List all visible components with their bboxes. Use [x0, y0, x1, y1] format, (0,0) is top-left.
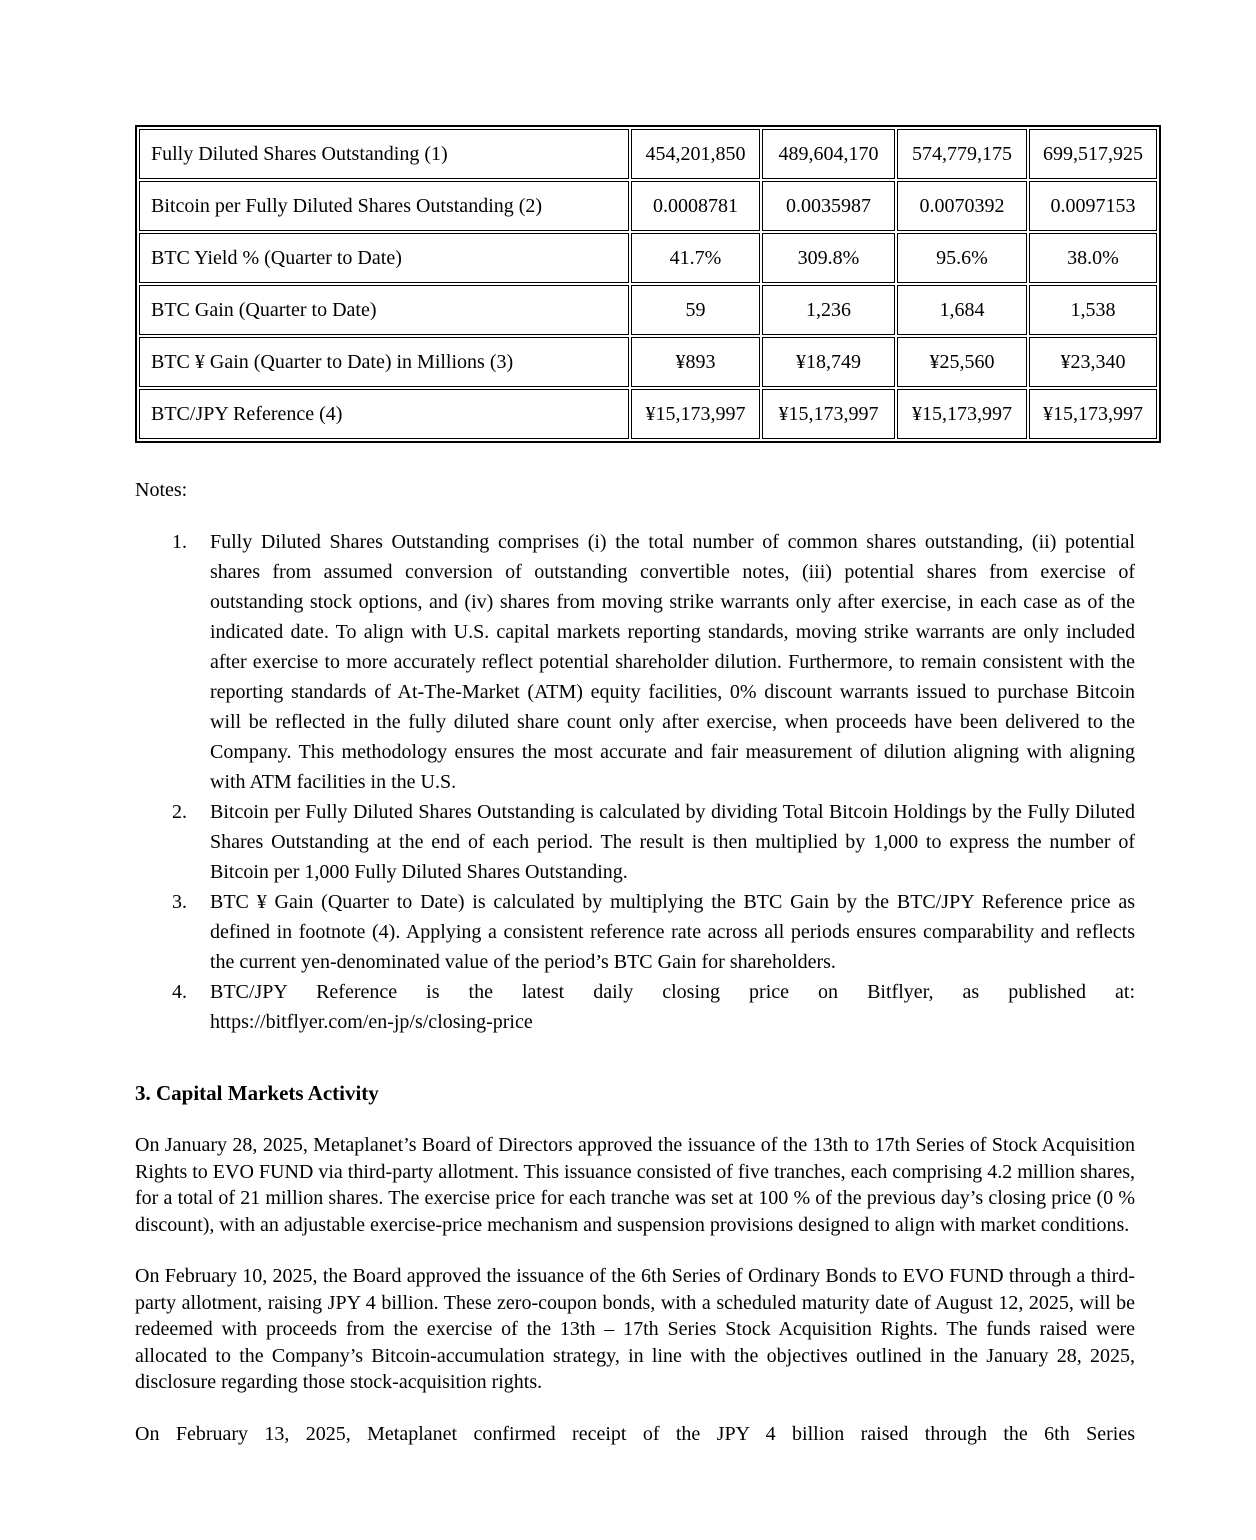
- paragraph-january-28: On January 28, 2025, Metaplanet’s Board of Directors approved the issuance of the 13th to 17th Series of Stock Acquisition Rights to EVO FUND via third-party allotment. This issuance consisted of five tranches, each comprising 4.2 million shares, for a total of 21 million shares. The exercise price for each tranche was set at 100 % of the previous day’s closing price (0 % discount), with an adjustable exercise-price mechanism and suspension provisions designed to align with market conditions.: [135, 1134, 1135, 1236]
- cell-value: 454,201,850: [631, 129, 760, 179]
- cell-value: 95.6%: [897, 233, 1027, 283]
- note-item-2: [135, 797, 1135, 887]
- note-text: Bitcoin per Fully Diluted Shares Outstanding is calculated by dividing Total Bitcoin Holdings by the Fully Diluted Shares Outstanding at the end of each period. The result is then multiplied by 1,000 to express the number of Bitcoin per 1,000 Fully Diluted Shares Outstanding.: [210, 801, 1135, 883]
- cell-value: 0.0070392: [897, 181, 1027, 231]
- row-label: BTC Yield % (Quarter to Date): [139, 233, 629, 283]
- cell-value: ¥15,173,997: [762, 389, 895, 439]
- note-number: 4.: [172, 981, 187, 1003]
- table-row-btc-yen-gain: [139, 337, 1157, 387]
- cell-value: 574,779,175: [897, 129, 1027, 179]
- cell-value: 59: [631, 285, 760, 335]
- table-row-btc-gain: [139, 285, 1157, 335]
- row-label: BTC ¥ Gain (Quarter to Date) in Millions (3): [139, 337, 629, 387]
- note-number: 2.: [172, 801, 187, 823]
- cell-value: 699,517,925: [1029, 129, 1157, 179]
- table-row-btc-jpy-reference: [139, 389, 1157, 439]
- table-row-btc-yield: [139, 233, 1157, 283]
- cell-value: ¥25,560: [897, 337, 1027, 387]
- note-item-4: [135, 977, 1135, 1037]
- notes-heading: Notes:: [135, 479, 188, 501]
- cell-value: 41.7%: [631, 233, 760, 283]
- section-heading-capital-markets: 3. Capital Markets Activity: [135, 1081, 379, 1105]
- row-label: BTC/JPY Reference (4): [139, 389, 629, 439]
- cell-value: 1,538: [1029, 285, 1157, 335]
- cell-value: ¥15,173,997: [631, 389, 760, 439]
- table-row-fully-diluted-shares: [139, 129, 1157, 179]
- cell-value: 489,604,170: [762, 129, 895, 179]
- note-item-3: [135, 887, 1135, 977]
- note-text: BTC ¥ Gain (Quarter to Date) is calculated by multiplying the BTC Gain by the BTC/JPY Reference price as defined in footnote (4). Applying a consistent reference rate across all periods ensures comparability and reflects the current yen-denominated value of the period’s BTC Gain for shareholders.: [210, 891, 1135, 973]
- cell-value: ¥23,340: [1029, 337, 1157, 387]
- paragraph-february-10: On February 10, 2025, the Board approved the issuance of the 6th Series of Ordinary Bonds to EVO FUND through a third-party allotment, raising JPY 4 billion. These zero-coupon bonds, with a scheduled maturity date of August 12, 2025, will be redeemed with proceeds from the exercise of the 13th – 17th Series Stock Acquisition Rights. The funds raised were allocated to the Company’s Bitcoin-accumulation strategy, in line with the objectives outlined in the January 28, 2025, disclosure regarding those stock-acquisition rights.: [135, 1265, 1135, 1393]
- cell-value: ¥18,749: [762, 337, 895, 387]
- cell-value: ¥15,173,997: [1029, 389, 1157, 439]
- cell-value: 0.0008781: [631, 181, 760, 231]
- note-item-1: [135, 527, 1135, 797]
- cell-value: ¥893: [631, 337, 760, 387]
- cell-value: ¥15,173,997: [897, 389, 1027, 439]
- btc-metrics-table: [135, 125, 1161, 443]
- table-row-bitcoin-per-fds: [139, 181, 1157, 231]
- note-number: 3.: [172, 891, 187, 913]
- notes-list: [135, 527, 1135, 1037]
- paragraph-february-13: On February 13, 2025, Metaplanet confirmed receipt of the JPY 4 billion raised through the 6th Series: [135, 1422, 1135, 1445]
- cell-value: 38.0%: [1029, 233, 1157, 283]
- note-number: 1.: [172, 531, 187, 553]
- row-label: BTC Gain (Quarter to Date): [139, 285, 629, 335]
- note-text: [210, 977, 1135, 1037]
- cell-value: 1,236: [762, 285, 895, 335]
- cell-value: 1,684: [897, 285, 1027, 335]
- row-label: Bitcoin per Fully Diluted Shares Outstanding (2): [139, 181, 629, 231]
- bitflyer-url-link[interactable]: https://bitflyer.com/en-jp/s/closing-price: [210, 1011, 533, 1033]
- cell-value: 0.0097153: [1029, 181, 1157, 231]
- row-label: Fully Diluted Shares Outstanding (1): [139, 129, 629, 179]
- note-text: Fully Diluted Shares Outstanding comprises (i) the total number of common shares outstanding, (ii) potential shares from assumed conversion of outstanding convertible notes, (iii) potential shares from exercise of outstanding stock options, and (iv) shares from moving strike warrants only after exercise, in each case as of the indicated date. To align with U.S. capital markets reporting standards, moving strike warrants are only included after exercise to more accurately reflect potential shareholder dilution. Furthermore, to remain consistent with the reporting standards of At-The-Market (ATM) equity facilities, 0% discount warrants issued to purchase Bitcoin will be reflected in the fully diluted share count only after exercise, when proceeds have been delivered to the Company. This methodology ensures the most accurate and fair measurement of dilution aligning with aligning with ATM facilities in the U.S.: [210, 531, 1135, 793]
- cell-value: 0.0035987: [762, 181, 895, 231]
- cell-value: 309.8%: [762, 233, 895, 283]
- note-text-lead: BTC/JPY Reference is the latest daily closing price on Bitflyer, as published at:: [210, 981, 1135, 1003]
